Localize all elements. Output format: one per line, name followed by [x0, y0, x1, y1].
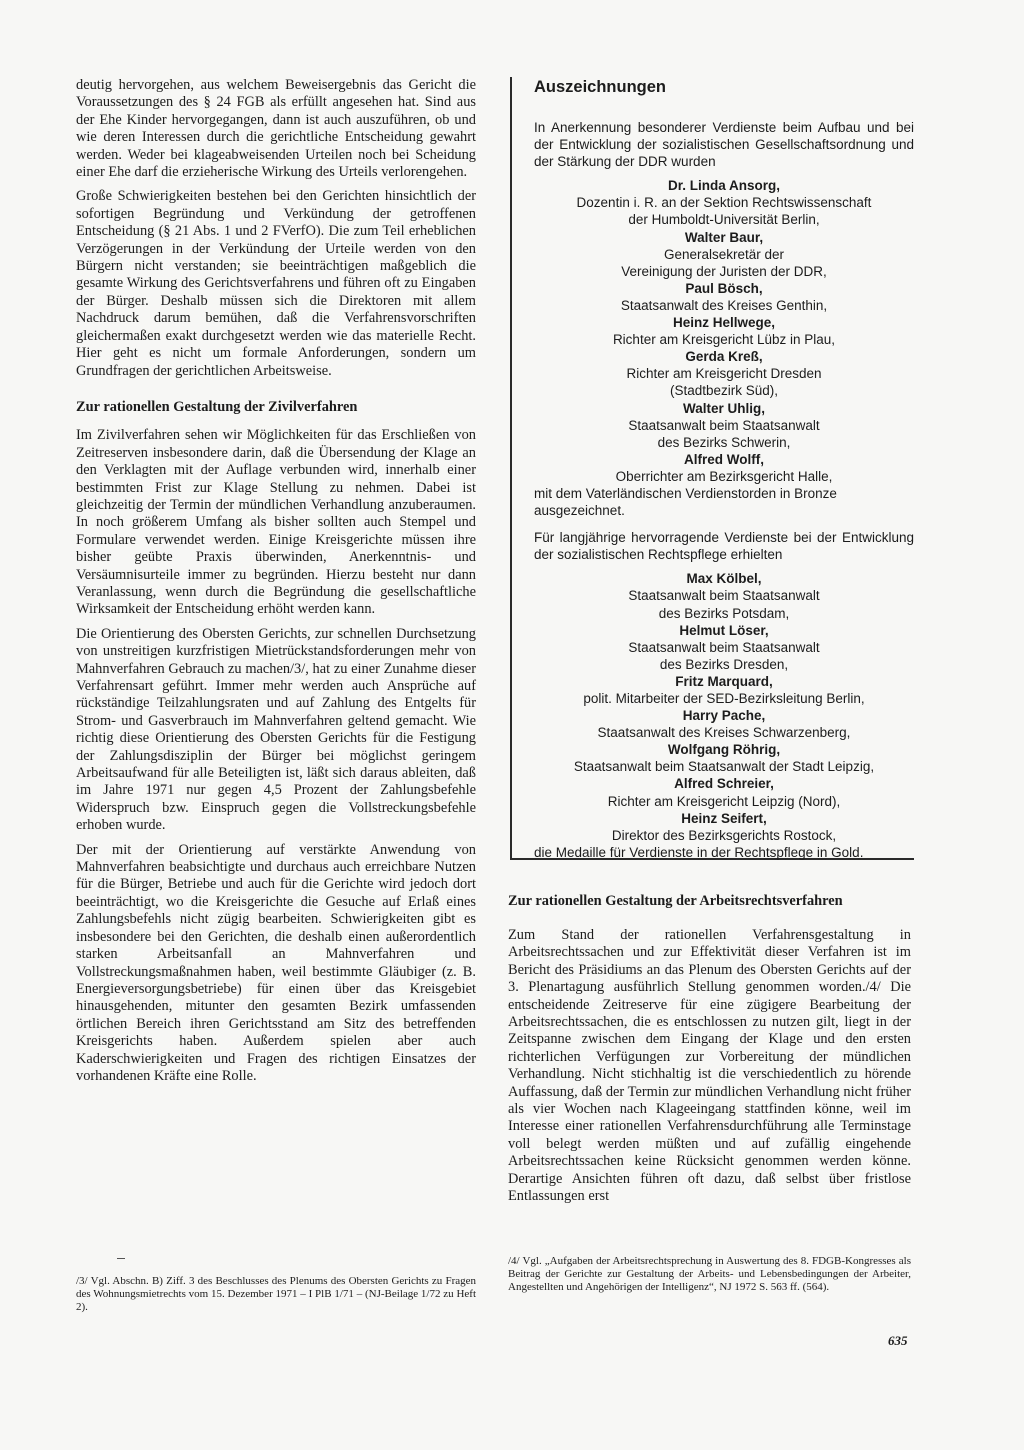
awardee [534, 622, 914, 673]
awardee-role: Generalsekretär der [663, 246, 785, 262]
awardee [534, 314, 914, 348]
left-paragraph-1: deutig hervorgehen, aus welchem Beweisergebnis das Gericht die Voraussetzungen des § 24 FGB als erfüllt angesehen hat. Sind aus der Ehe Kinder hervorgegangen, dann ist auch auszuführen, ob und wie deren Interessen durch die gerichtliche Entscheidung gewahrt werden. Weder bei klageabweisenden Urteilen noch bei Scheidung einer Ehe darf die erzieherische Wirkung des Urteils verlorengehen. [76, 77, 476, 181]
awardee [534, 177, 914, 228]
awardee [534, 673, 914, 707]
awardee-role: Staatsanwalt beim Staatsanwalt [628, 417, 820, 433]
awards-spacer [534, 519, 914, 529]
awardee-name: Alfred Schreier, [674, 776, 774, 792]
awardee [534, 451, 914, 485]
awardee [534, 810, 914, 844]
awardee [534, 400, 914, 451]
left-paragraph-2: Große Schwierigkeiten bestehen bei den Gerichten hinsichtlich der sofortigen Begründung und Verkündung der getroffenen Entscheidung (§ 21 Abs. 1 und 2 FVerfO). Die zum Teil erheblichen Verzögerungen in der Verkündung der Urteile werden von den Bürgern nicht verstanden; sie beeinträchtigen maßgeblich die gesamte Wirkung des Gerichtsverfahrens und führen oft zu Eingaben der Bürger. Deshalb müssen sich die Direktoren mit allem Nachdruck darum bemühen, daß die Verfahrensvorschriften gleichermaßen exakt durchgesetzt werden wie das materielle Recht. Hier geht es nicht um formale Anforderungen, sondern um Grundfragen der gerichtlichen Arbeitsweise. [76, 188, 476, 379]
awards-intro-1: In Anerkennung besonderer Verdienste beim Aufbau und bei der Entwicklung der sozialistischen Gesellschaftsordnung und der Stärkung der DDR wurden [534, 120, 914, 170]
awardee [534, 348, 914, 399]
right-paragraph-1: Zum Stand der rationellen Verfahrensgestaltung in Arbeitsrechtssachen und zur Effektivität dieser Verfahren ist im Bericht des Präsidiums an das Plenum des Obersten Gerichts auf der 3. Plenartagung ausführlich Stellung genommen worden./4/ Die entscheidende Zeitreserve für eine zügigere Bearbeitung der Arbeitsrechtssachen, die es entschlossen zu nutzen gilt, liegt in der Zeitspanne zwischen dem Eingang der Klage und den ersten richterlichen Verfügungen zur Vorbereitung der mündlichen Verhandlung. Nicht stichhaltig ist die verschiedentlich zu hörende Auffassung, daß der Termin zur mündlichen Verhandlung nicht früher als vier Wochen nach Klageeingang stattfinden könne, weil im Interesse einer rationellen Verfahrensdurchführung alle Terminstage voll belegt werden müßten und auf zufällig eingehende Arbeitsrechtssachen keine Rücksicht genommen werden könne. Derartige Ansichten führen oft dazu, daß selbst über fristlose Entlassungen erst [508, 927, 911, 1205]
awardee-name: Paul Bösch, [685, 280, 763, 296]
awardee [534, 229, 914, 280]
awardee-role: Staatsanwalt beim Staatsanwalt der Stadt Leipzig, [573, 759, 875, 775]
left-paragraph-3: Im Zivilverfahren sehen wir Möglichkeiten für das Erschließen von Zeitreserven insbesondere darin, daß die Übersendung der Klage an den Verklagten mit der Auflage verbunden wird, innerhalb einer bestimmten Frist zur Klage Stellung zu nehmen. Dabei ist gleichzeitig der Termin der mündlichen Verhandlung anzuberaumen. In noch größerem Umfang als bisher sollten auch Stempel und Formulare verwendet werden. Einige Kreisgerichte müssen ihre bisher geübte Praxis überwinden, Anerkenntnis- und Versäumnisurteile immer zu begründen. Hierzu besteht nur dann Veranlassung, wenn durch die Begründung die gesellschaftliche Wirksamkeit der Entscheidung erhöht werden kann. [76, 427, 476, 618]
awards-content [534, 119, 914, 861]
awardee-name: Walter Baur, [684, 229, 764, 245]
awardee-role: Direktor des Bezirksgerichts Rostock, [611, 827, 837, 843]
section-heading-arbeitsrechtsverfahren: Zur rationellen Gestaltung der Arbeitsrechtsverfahren [508, 893, 843, 909]
awards-closing-1: mit dem Vaterländischen Verdienstorden in Bronze ausgezeichnet. [534, 485, 837, 519]
awardee-name: Harry Pache, [682, 708, 766, 724]
awards-closing-2: die Medaille für Verdienste in der Rechtspflege in Gold. [534, 844, 864, 860]
awardee-role: des Bezirks Potsdam, [658, 605, 790, 621]
awardee [534, 741, 914, 775]
awardee [534, 280, 914, 314]
awardee-role: (Stadtbezirk Süd), [669, 383, 779, 399]
section-heading-zivilverfahren: Zur rationellen Gestaltung der Zivilverfahren [76, 398, 358, 415]
awardee-role: Staatsanwalt beim Staatsanwalt [628, 588, 820, 604]
footnote-4: /4/ Vgl. „Aufgaben der Arbeitsrechtsprechung in Auswertung des 8. FDGB-Kongresses als Beitrag der Gerichte zur Gestaltung der Arbeits- und Lebensbedingungen der Arbeiter, Angestellten und Angehörigen der Intelligenz“, NJ 1972 S. 563 ff. (564). [508, 1255, 911, 1293]
awardee-role: Staatsanwalt beim Staatsanwalt [628, 639, 820, 655]
awardee-name: Helmut Löser, [679, 622, 769, 638]
right-column [508, 927, 911, 1213]
awardee-role: Staatsanwalt des Kreises Genthin, [620, 297, 828, 313]
awardee-role: des Bezirks Schwerin, [657, 434, 791, 450]
awardee-list-1 [534, 177, 914, 485]
awardee-name: Max Kölbel, [686, 571, 762, 587]
awardee-role: Richter am Kreisgericht Dresden [626, 366, 822, 382]
awardee-role: Richter am Kreisgericht Leipzig (Nord), [607, 793, 841, 809]
awardee [534, 707, 914, 741]
awardee-name: Wolfgang Röhrig, [667, 742, 781, 758]
left-paragraph-5: Der mit der Orientierung auf verstärkte Anwendung von Mahnverfahren beabsichtigte und durchaus auch erreichbare Nutzen für die Bürger, Betriebe und auch für die Gerichte wird jedoch dort beeinträchtigt, wo die Kreisgerichte die Gesuche auf Erlaß eines Zahlungsbefehls nicht zügig bearbeiten. Schwierigkeiten gibt es insbesondere bei den Gerichten, die deshalb einen außerordentlich starken Arbeitsanfall an Mahnverfahren und Vollstreckungsmaßnahmen haben, weil bestimmte Gläubiger (z. B. Energieversorgungsbetriebe) für einen über das Kreisgebiet hinausgehenden, mitunter den gesamten Bezirk umfassenden örtlichen Bereich ihren Gerichtsstand am Sitz des betreffenden Kreisgerichts haben. Außerdem spielen aber auch Kaderschwierigkeiten und Fragen des richtigen Einsatzes der vorhandenen Kräfte eine Rolle. [76, 841, 476, 1084]
awards-box [510, 77, 914, 860]
awardee-role: Richter am Kreisgericht Lübz in Plau, [612, 332, 836, 348]
awardee-role: Staatsanwalt des Kreises Schwarzenberg, [597, 725, 851, 741]
left-column [76, 77, 476, 1092]
awardee-role: Dozentin i. R. an der Sektion Rechtswissenschaft [576, 195, 872, 211]
awardee-list-2 [534, 570, 914, 844]
page-number: 635 [888, 1333, 908, 1348]
awardee-name: Fritz Marquard, [675, 673, 773, 689]
awardee-name: Heinz Hellwege, [672, 315, 776, 331]
awards-title: Auszeichnungen [534, 78, 667, 96]
awardee-role: des Bezirks Dresden, [659, 656, 789, 672]
left-paragraph-4: Die Orientierung des Obersten Gerichts, zur schnellen Durchsetzung von unstreitigen kurzfristigen Mietrückstandsforderungen mehr von Mahnverfahren Gebrauch zu machen/3/, hat zu einer Zunahme dieser Verfahrensart geführt. Immer mehr werden auch Ansprüche auf rückständige Teilzahlungsraten und auf Zahlung des Entgelts für Strom- und Gasverbrauch im Mahnverfahren geltend gemacht. Wie richtig diese Orientierung des Obersten Gerichts für die Festigung der Zahlungsdisziplin der Bürger bei möglichst geringem Arbeitsaufwand für alle Beteiligten ist, läßt sich daraus ableiten, daß im Jahre 1971 nur gegen 4,5 Prozent der Zahlungsbefehle Widerspruch bzw. Einspruch gegen die Vollstreckungsbefehle erhoben wurde. [76, 625, 476, 834]
awardee-name: Walter Uhlig, [682, 400, 765, 416]
awardee-role: der Humboldt-Universität Berlin, [628, 212, 820, 228]
awardee-role: Oberrichter am Bezirksgericht Halle, [615, 468, 833, 484]
awardee-name: Dr. Linda Ansorg, [667, 178, 780, 194]
awardee [534, 570, 914, 621]
awardee-name: Heinz Seifert, [681, 810, 767, 826]
awardee-role: polit. Mitarbeiter der SED-Bezirksleitung Berlin, [583, 691, 865, 706]
awardee-role: Vereinigung der Juristen der DDR, [621, 263, 827, 279]
awardee-name: Alfred Wolff, [684, 451, 764, 467]
awards-intro-2: Für langjährige hervorragende Verdienste bei der Entwicklung der sozialistischen Rechtspflege erhielten [534, 530, 914, 563]
footnote-3: /3/ Vgl. Abschn. B) Ziff. 3 des Beschlusses des Plenums des Obersten Gerichts zu Fragen des Wohnungsmietrechts vom 15. Dezember 1971 – I PlB 1/71 – (NJ-Beilage 1/72 zu Heft 2). [76, 1275, 476, 1313]
awardee [534, 775, 914, 809]
footnote-divider-left [117, 1258, 125, 1259]
awardee-name: Gerda Kreß, [685, 349, 763, 365]
